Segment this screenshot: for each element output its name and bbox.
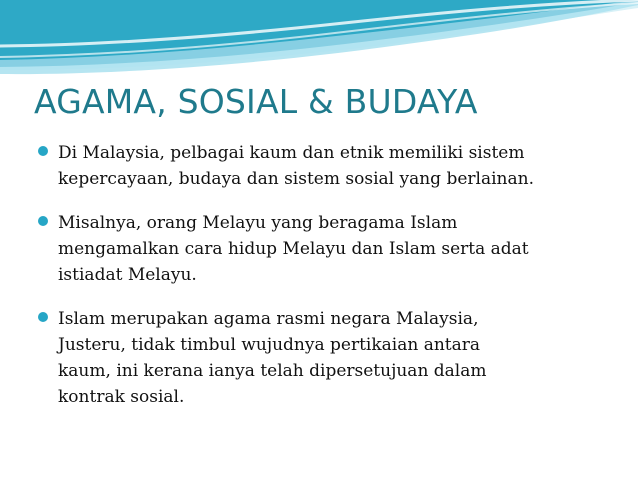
slide-title: AGAMA, SOSIAL & BUDAYA: [34, 82, 478, 121]
bullet-item: [38, 140, 618, 192]
bullet-text-line: Di Malaysia, pelbagai kaum dan etnik memiliki sistem: [58, 143, 525, 163]
bullet-text-line: Justeru, tidak timbul wujudnya pertikaian antara: [58, 335, 481, 355]
bullet-text-line: kontrak sosial.: [58, 387, 185, 407]
bullet-dot-icon: [38, 146, 48, 156]
bullet-text-line: Islam merupakan agama rasmi negara Malaysia,: [58, 309, 479, 329]
bullet-text-line: mengamalkan cara hidup Melayu dan Islam serta adat: [58, 239, 529, 259]
bullet-text-line: kepercayaan, budaya dan sistem sosial yang berlainan.: [58, 169, 534, 189]
bullet-text-line: istiadat Melayu.: [58, 265, 197, 285]
bullet-item: [38, 210, 618, 288]
bullet-text-line: Misalnya, orang Melayu yang beragama Islam: [58, 213, 458, 233]
bullet-list: [38, 140, 618, 428]
bullet-dot-icon: [38, 312, 48, 322]
bullet-dot-icon: [38, 216, 48, 226]
bullet-text-line: kaum, ini kerana ianya telah dipersetujuan dalam: [58, 361, 487, 381]
header-wave-decoration: [0, 0, 638, 80]
bullet-item: [38, 306, 618, 410]
